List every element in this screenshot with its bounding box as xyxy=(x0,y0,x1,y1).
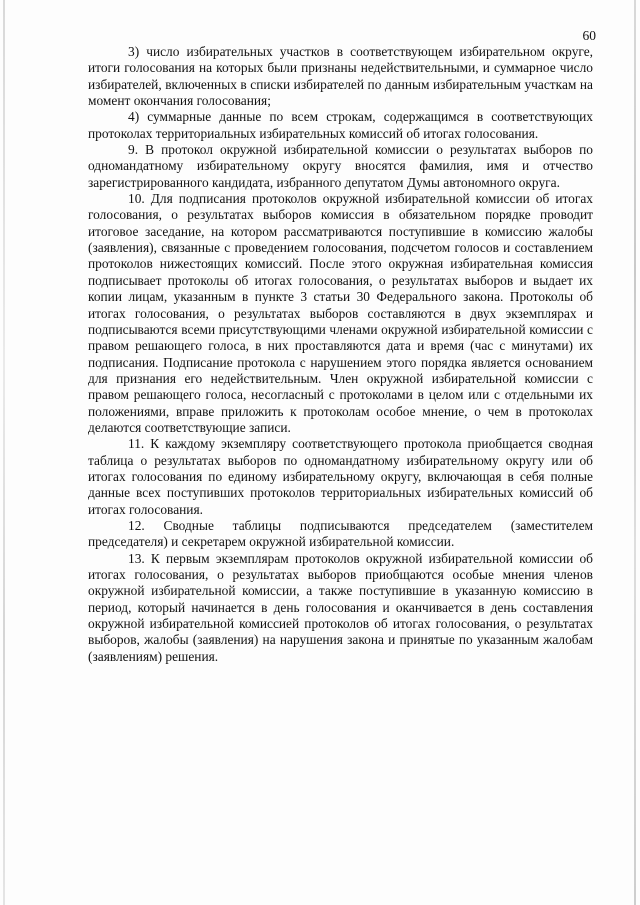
document-body xyxy=(88,44,593,665)
paragraph-clause-13: 13. К первым экземплярам протоколов окружной избирательной комиссии об итогах голосования, о результатах выборов приобщаются особые мнения членов окружной избирательной комиссии, а также поступившие в указанную комиссию в период, который начинается в день голосования и оканчивается в день составления окружной избирательной комиссией протоколов об итогах голосования, о результатах выборов, жалобы (заявления) на нарушения закона и принятые по указанным жалобам (заявлениям) решения. xyxy=(88,550,593,664)
paragraph-clause-12: 12. Сводные таблицы подписываются председателем (заместителем председателя) и секретарем окружной избирательной комиссии. xyxy=(88,517,593,550)
page-number: 60 xyxy=(582,28,596,43)
paragraph-clause-11: 11. К каждому экземпляру соответствующего протокола приобщается сводная таблица о результатах выборов по одномандатному избирательному округу или об итогах голосования по единому избирательному округу, включающая в себя полные данные всех поступивших протоколов территориальных избирательных комиссий об итогах голосования. xyxy=(88,436,593,517)
paragraph-clause-10: 10. Для подписания протоколов окружной избирательной комиссии об итогах голосования, о результатах выборов комиссия в обязательном порядке проводит итоговое заседание, на котором рассматриваются поступившие в комиссию жалобы (заявления), связанные с проведением голосования, подсчетом голосов и составлением протоколов нижестоящих комиссий. После этого окружная избирательная комиссия подписывает протоколы об итогах голосования, о результатах выборов и выдает их копии лицам, указанным в пункте 3 статьи 30 Федерального закона. Протоколы об итогах голосования, о результатах выборов составляются в двух экземплярах и подписываются всеми присутствующими членами окружной избирательной комиссии с правом решающего голоса, в них проставляются дата и время (час с минутами) их подписания. Подписание протокола с нарушением этого порядка является основанием для признания его недействительным. Член окружной избирательной комиссии с правом решающего голоса, несогласный с протоколами в целом или с отдельными их положениями, вправе приложить к протоколам особое мнение, о чем в протоколах делаются соответствующие записи. xyxy=(88,191,593,435)
paragraph-clause-9: 9. В протокол окружной избирательной комиссии о результатах выборов по одномандатному избирательному округу вносятся фамилия, имя и отчество зарегистрированного кандидата, избранного депутатом Думы автономного округа. xyxy=(88,142,593,190)
paragraph-item-3: 3) число избирательных участков в соответствующем избирательном округе, итоги голосования на которых были признаны недействительными, и суммарное число избирателей, включенных в списки избирателей по данным избирательным участкам на момент окончания голосования; xyxy=(88,44,593,109)
scan-edge-right xyxy=(634,0,636,905)
scan-edge-left xyxy=(3,0,5,905)
paragraph-item-4: 4) суммарные данные по всем строкам, содержащимся в соответствующих протоколах территориальных избирательных комиссий об итогах голосования. xyxy=(88,109,593,141)
